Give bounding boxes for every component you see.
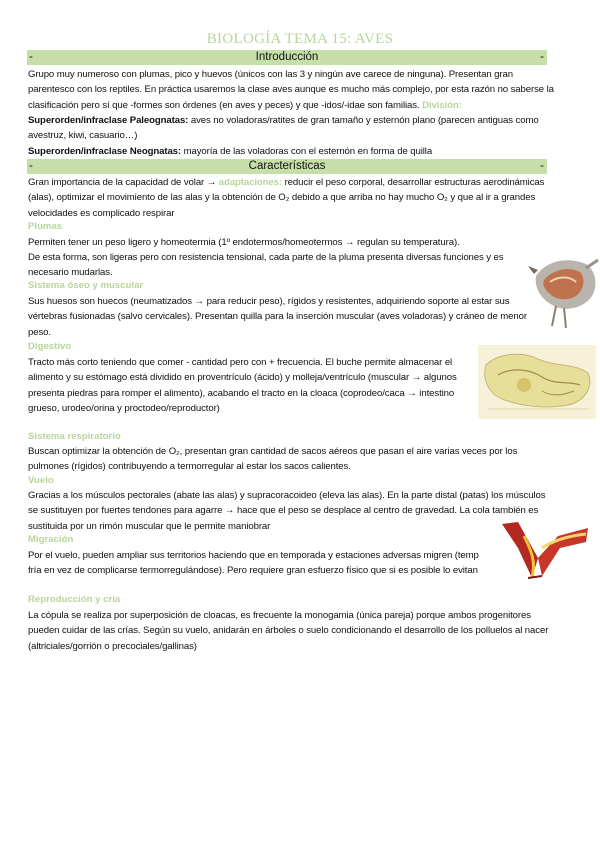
heading-digestivo: Digestivo — [28, 341, 72, 352]
intro-paragraph — [28, 67, 556, 143]
heading-migracion: Migración — [28, 534, 74, 545]
neognatas-paragraph — [28, 144, 556, 159]
heading-sistema-oseo: Sistema óseo y muscular — [28, 280, 144, 291]
dash-left: - — [29, 160, 33, 172]
plumas-paragraph-2: De esta forma, son ligeras pero con resistencia tensional, cada parte de la pluma presenta diversas funciones y es necesario mudarlas. — [28, 252, 504, 279]
caract-text-a: Gran importancia de la capacidad de volar → — [28, 177, 219, 188]
heading-vuelo: Vuelo — [28, 475, 54, 486]
division-label: División: — [422, 99, 462, 111]
caract-text-b: reducir el peso corporal, desarrollar estructuras aerodinámicas (alas), optimizar el movimiento de las alas y la obtención de O₂ debido a que arriba no hay mucho O₂ y que al ir a grandes velocidades es complicado respirar — [28, 177, 545, 219]
respiratorio-paragraph: Buscan optimizar la obtención de O₂, presentan gran cantidad de sacos aéreos que pasan el aire varias veces por los pulmones (rígidos) contribuyendo a termorregular al estar los sacos calientes. — [28, 446, 518, 473]
dash-left: - — [29, 51, 33, 63]
section-label: Introducción — [255, 51, 319, 63]
bird-anatomy-figure — [526, 246, 600, 330]
dash-right: - — [540, 51, 544, 63]
section-header-introduccion — [27, 50, 547, 65]
neognatas-label: Superorden/infraclase Neognatas: — [28, 146, 182, 157]
reproduccion-paragraph: La cópula se realiza por superposición de cloacas, es frecuente la monogamia (única pareja) porque ambos progenitores pueden cuidar de las crías. Según su vuelo, anidarán en árboles o suelo condicionando el desarrollo de los polluelos al nacer (altriciales/gorrión o precociales/gallinas) — [28, 610, 549, 652]
page-title: BIOLOGÍA TEMA 15: AVES — [206, 31, 394, 47]
oseo-paragraph: Sus huesos son huecos (neumatizados → para reducir peso), rígidos y resistentes, adquiriendo soporte al estar sus vértebras fusionadas (salvo cervicales). Presentan quilla para la inserción muscular (aves voladoras) y cráneo de menor peso. — [28, 296, 527, 338]
paleognatas-label: Superorden/infraclase Paleognatas: — [28, 114, 189, 126]
digestive-system-figure — [478, 345, 596, 419]
caracteristicas-paragraph — [28, 175, 556, 221]
vuelo-paragraph: Gracias a los músculos pectorales (abate las alas) y supracoracoideo (eleva las alas). En la parte distal (patas) los músculos se sustituyen por fuertes tendones para agarre → hace que el peso se desplace al centro de gravedad. La cola también es sustituida por un rimón muscular que le permite maniobrar — [28, 490, 546, 532]
neognatas-text: mayoría de las voladoras con el esternón en forma de quilla — [181, 146, 433, 157]
heading-plumas: Plumas — [28, 221, 63, 232]
dash-right: - — [540, 160, 544, 172]
plumas-paragraph-1: Permiten tener un peso ligero y homeotermia (1º endotermos/homeotermos → regulan su temperatura). — [28, 237, 460, 248]
section-header-caracteristicas — [27, 159, 547, 174]
paleognatas-text: aves no voladoras/ratites de gran tamaño y esternón plano (parecen antiguas como avestruz, kiwi, casuario…) — [28, 114, 539, 142]
section-label: Características — [248, 160, 326, 172]
migracion-paragraph: Por el vuelo, pueden ampliar sus territorios haciendo que en temporada y estaciones adversas migren (temp fría en vez de complicarse termorregulándose). Pero requiere gran esfuerzo físico que si es posible lo evitan — [28, 550, 479, 577]
digestivo-paragraph: Tracto más corto teniendo que comer - cantidad pero con + frecuencia. El buche permite almacenar el alimento y su estómago está dividido en proventrículo (ácido) y molleja/ventrículo (muscular → algunos presenta piedras para romper el alimento), acabando el tracto en la cloaca (coprodeo/caca → intestino grueso, urodeo/orina y proctodeo/reproductor) — [28, 357, 457, 414]
adaptaciones-label: adaptaciones: — [218, 177, 282, 188]
flight-muscles-figure — [498, 518, 592, 586]
heading-sistema-respiratorio: Sistema respiratorio — [28, 431, 121, 442]
heading-reproduccion: Reproducción y cría — [28, 594, 121, 605]
intro-text: Grupo muy numeroso con plumas, pico y huevos (únicos con las 3 y ningún ave carece de ninguna). Presentan gran parentesco con los reptiles. En práctica usaremos la clase aves aunque es mucho más complejo, por esta razón no saberse la clasificación pero sí que -formes son órdenes (en aves y peces) y que -idos/-idae son familias. — [28, 69, 554, 111]
